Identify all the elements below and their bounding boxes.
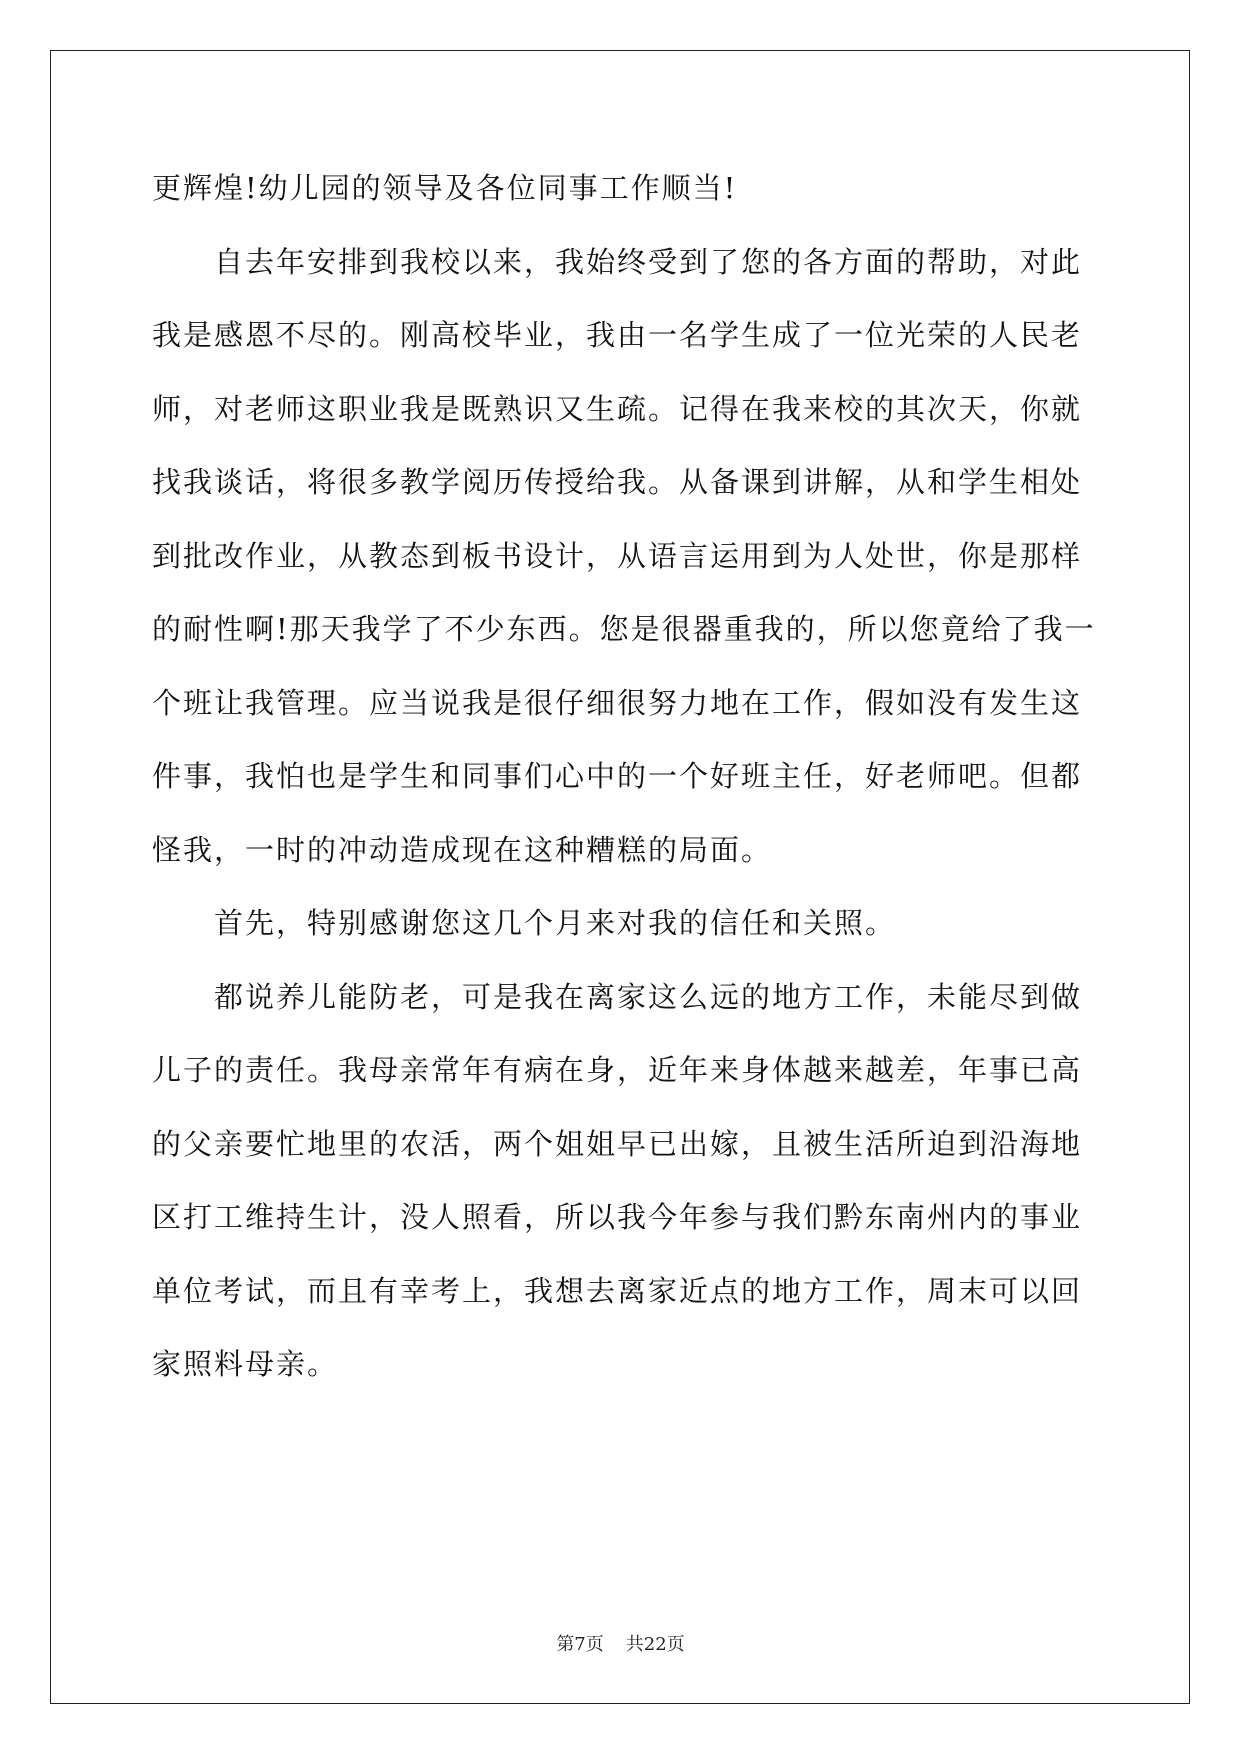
text-line: 师，对老师这职业我是既熟识又生疏。记得在我来校的其次天，你就 — [152, 392, 1083, 426]
text-line: 找我谈话，将很多教学阅历传授给我。从备课到讲解，从和学生相处 — [152, 465, 1083, 499]
text-line: 怪我，一时的冲动造成现在这种糟糕的局面。 — [152, 833, 773, 867]
text-line: 首先，特别感谢您这几个月来对我的信任和关照。 — [214, 906, 897, 940]
text-line: 家照料母亲。 — [152, 1347, 339, 1381]
text-line: 更辉煌!幼儿园的领导及各位同事工作顺当! — [152, 171, 738, 205]
text-line: 自去年安排到我校以来，我始终受到了您的各方面的帮助，对此 — [214, 245, 1083, 279]
text-line: 儿子的责任。我母亲常年有病在身，近年来身体越来越差，年事已高 — [152, 1053, 1083, 1087]
text-line: 区打工维持生计，没人照看，所以我今年参与我们黔东南州内的事业 — [152, 1200, 1083, 1234]
page-number-current: 第7页 — [556, 1634, 604, 1655]
text-line: 单位考试，而且有幸考上，我想去离家近点的地方工作，周末可以回 — [152, 1274, 1083, 1308]
text-line: 我是感恩不尽的。刚高校毕业，我由一名学生成了一位光荣的人民老 — [152, 318, 1083, 352]
text-line: 个班让我管理。应当说我是很仔细很努力地在工作，假如没有发生这 — [152, 686, 1083, 720]
text-line: 到批改作业，从教态到板书设计，从语言运用到为人处世，你是那样 — [152, 539, 1083, 573]
text-line: 的父亲要忙地里的农活，两个姐姐早已出嫁，且被生活所迫到沿海地 — [152, 1127, 1083, 1161]
page-number-total: 共22页 — [625, 1634, 685, 1655]
text-line: 的耐性啊!那天我学了不少东西。您是很器重我的，所以您竟给了我一 — [152, 612, 1096, 646]
text-line: 都说养儿能防老，可是我在离家这么远的地方工作，未能尽到做 — [214, 980, 1083, 1014]
page-border — [50, 50, 1190, 1704]
page-footer — [0, 1633, 1241, 1657]
text-line: 件事，我怕也是学生和同事们心中的一个好班主任，好老师吧。但都 — [152, 759, 1083, 793]
